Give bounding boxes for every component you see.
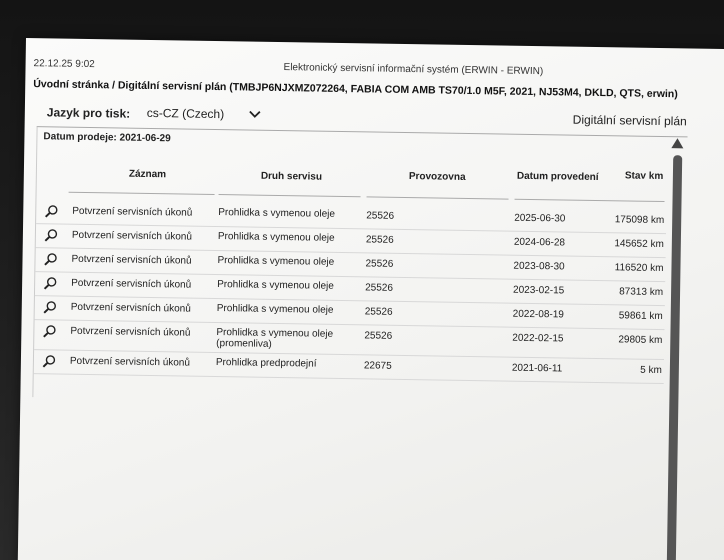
column-header-service-type: Druh servisu [260,170,323,183]
column-header-date: Datum provedení [516,170,599,184]
cell-record: Potvrzení servisních úkonů [71,229,193,243]
printed-page [17,38,724,560]
print-datetime: 22.12.25 9:02 [33,58,95,71]
magnifier-icon[interactable] [42,354,56,368]
cell-service-type: Prohlidka s vymenou oleje [218,207,336,220]
print-language-label: Jazyk pro tisk: [46,105,131,121]
breadcrumb[interactable]: Úvodní stránka / Digitální servisní plán (TMBJP6NJXMZ072264, FABIA COM AMB TS70/1.0 M5F, 2021, NJ53M4, DKLD, QTS, erwin) [33,78,678,101]
cell-record: Potvrzení servisních úkonů [71,277,192,291]
cell-service-type: Prohlidka s vymenou oleje [216,303,334,316]
cell-date: 2025-06-30 [514,212,566,225]
cell-record: Potvrzení servisních úkonů [70,301,191,315]
cell-record: Potvrzení servisních úkonů [72,205,193,219]
cell-service-type: Prohlidka predprodejní [215,357,317,370]
cell-km: 145652 km [614,238,664,251]
sale-date: Datum prodeje: 2021-06-29 [43,131,171,145]
magnifier-icon[interactable] [44,228,58,242]
magnifier-icon[interactable] [43,252,57,266]
cell-service-type: Prohlidka s vymenou oleje [217,279,334,292]
column-header-workshop: Provozovna [408,171,466,183]
cell-service-type: Prohlidka s vymenou oleje [217,255,335,268]
scroll-up-arrow-icon[interactable] [670,137,684,149]
cell-record: Potvrzení servisních úkonů [69,355,191,369]
cell-km: 175098 km [614,214,665,227]
magnifier-icon[interactable] [42,324,56,338]
cell-record: Potvrzení servisních úkonů [70,325,191,339]
cell-service-type: Prohlidka s vymenou oleje [217,231,335,244]
cell-record: Potvrzení servisních úkonů [71,253,192,267]
scrollbar[interactable] [665,155,682,560]
column-header-record: Záznam [128,168,167,181]
print-language-value: cs-CZ (Czech) [146,105,225,122]
cell-date: 2023-02-15 [513,284,565,297]
cell-date: 2024-06-28 [513,236,566,249]
cell-service-type: Prohlidka s vymenou oleje (promenliva) [216,327,334,350]
magnifier-icon[interactable] [44,204,58,218]
cell-workshop: 22675 [363,360,392,372]
cell-date: 2021-06-11 [511,362,563,375]
print-language-select[interactable] [147,106,259,124]
cell-km: 116520 km [614,262,664,275]
service-plan-panel [32,126,687,407]
column-header-km: Stav km [624,170,664,183]
magnifier-icon[interactable] [43,300,57,314]
header-divider [219,194,361,197]
page-title: Digitální servisní plán [572,112,687,129]
cell-date: 2022-08-19 [512,308,564,321]
cell-km: 87313 km [619,286,664,299]
cell-workshop: 25526 [364,330,393,342]
cell-date: 2023-08-30 [513,260,565,273]
cell-workshop: 25526 [364,306,393,318]
cell-workshop: 25526 [366,210,395,222]
header-divider [69,192,215,195]
chevron-down-icon[interactable] [247,106,263,122]
cell-date: 2022-02-15 [512,332,564,345]
cell-workshop: 25526 [365,282,394,294]
cell-workshop: 25526 [365,258,394,270]
header-divider [367,196,509,199]
magnifier-icon[interactable] [43,276,57,290]
system-title: Elektronický servisní informační systém (ERWIN - ERWIN) [283,62,544,78]
header-divider [515,199,665,202]
cell-km: 59861 km [618,310,663,323]
cell-workshop: 25526 [365,234,394,246]
cell-km: 5 km [640,364,662,377]
cell-km: 29805 km [618,334,663,347]
